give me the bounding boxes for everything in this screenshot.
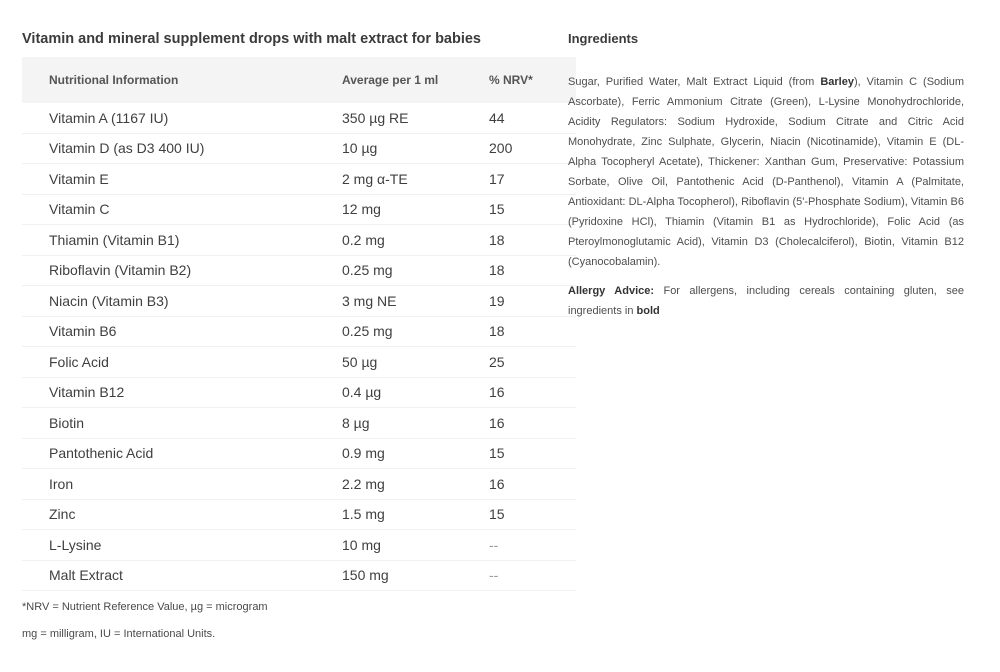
ingredients-section xyxy=(568,30,964,321)
nutrient-nrv: 16 xyxy=(489,377,576,408)
nutrient-name: Vitamin E xyxy=(22,164,342,195)
nutrient-nrv: 17 xyxy=(489,164,576,195)
table-row xyxy=(22,286,576,317)
allergy-text: For allergens, including cereals containing gluten, see ingredients in xyxy=(568,285,964,317)
nutrient-name: Vitamin B6 xyxy=(22,316,342,347)
nutrient-name: Vitamin B12 xyxy=(22,377,342,408)
nutrient-nrv: 19 xyxy=(489,286,576,317)
ingredients-text xyxy=(568,72,964,272)
nutrient-name: Thiamin (Vitamin B1) xyxy=(22,225,342,256)
nutrient-nrv: 200 xyxy=(489,133,576,164)
nutrient-name: Riboflavin (Vitamin B2) xyxy=(22,255,342,286)
table-row xyxy=(22,164,576,195)
header-nrv: % NRV* xyxy=(489,73,533,87)
table-row xyxy=(22,560,576,591)
table-row xyxy=(22,133,576,164)
allergy-label: Allergy Advice: xyxy=(568,285,655,297)
nutrient-name: Niacin (Vitamin B3) xyxy=(22,286,342,317)
nutrient-name: Zinc xyxy=(22,499,342,530)
nutrient-amount: 2 mg α-TE xyxy=(342,164,489,195)
nutrient-nrv: 15 xyxy=(489,499,576,530)
nutrition-table-body xyxy=(22,103,576,591)
nutrient-amount: 0.4 µg xyxy=(342,377,489,408)
table-header-row xyxy=(22,57,576,103)
nutrient-amount: 8 µg xyxy=(342,408,489,439)
nutrient-amount: 2.2 mg xyxy=(342,469,489,500)
nutrient-amount: 0.9 mg xyxy=(342,438,489,469)
allergy-advice xyxy=(568,281,964,321)
table-row xyxy=(22,225,576,256)
ingredients-title: Ingredients xyxy=(568,31,639,46)
table-row xyxy=(22,377,576,408)
table-row xyxy=(22,255,576,286)
nutrient-name: Folic Acid xyxy=(22,347,342,378)
nutrient-amount: 3 mg NE xyxy=(342,286,489,317)
nutrient-nrv: 16 xyxy=(489,469,576,500)
nutrient-nrv: -- xyxy=(489,530,576,561)
nutrient-amount: 12 mg xyxy=(342,194,489,225)
header-average-per-ml: Average per 1 ml xyxy=(342,73,439,87)
nutrient-nrv: 18 xyxy=(489,225,576,256)
nutrient-nrv: 18 xyxy=(489,255,576,286)
table-row xyxy=(22,530,576,561)
nutrient-nrv: 15 xyxy=(489,194,576,225)
ingredients-text-start: Sugar, Purified Water, Malt Extract Liquid (from xyxy=(568,76,821,88)
footnote-units: mg = milligram, IU = International Units. xyxy=(22,628,216,640)
nutrient-amount: 350 µg RE xyxy=(342,103,489,133)
table-row xyxy=(22,194,576,225)
nutrient-name: Vitamin D (as D3 400 IU) xyxy=(22,133,342,164)
nutrient-amount: 50 µg xyxy=(342,347,489,378)
nutrient-nrv: 18 xyxy=(489,316,576,347)
nutrient-nrv: 25 xyxy=(489,347,576,378)
header-nutritional-information: Nutritional Information xyxy=(49,73,179,87)
nutrient-name: Biotin xyxy=(22,408,342,439)
nutrient-name: L-Lysine xyxy=(22,530,342,561)
product-title: Vitamin and mineral supplement drops with malt extract for babies xyxy=(22,31,482,47)
nutrition-section xyxy=(22,30,576,591)
nutrient-nrv: 15 xyxy=(489,438,576,469)
nutrient-name: Vitamin C xyxy=(22,194,342,225)
nutrient-nrv: -- xyxy=(489,560,576,591)
table-row xyxy=(22,408,576,439)
nutrient-amount: 1.5 mg xyxy=(342,499,489,530)
nutrient-name: Iron xyxy=(22,469,342,500)
nutrient-name: Vitamin A (1167 IU) xyxy=(22,103,342,133)
nutrient-nrv: 44 xyxy=(489,103,576,133)
ingredients-text-end: ), Vitamin C (Sodium Ascorbate), Ferric Ammonium Citrate (Green), L-Lysine Monohydrochloride, Acidity Regulators: Sodium Hydroxide, Sodium Citrate and Citric Acid Monohydrate, Zinc Sulphate, Glycerin, Niacin (Nicotinamide), Vitamin E (DL-Alpha Tocopheryl Acetate), Thickener: Xanthan Gum, Preservative: Potassium Sorbate, Olive Oil, Pantothenic Acid (D-Panthenol), Vitamin A (Palmitate, Antioxidant: DL-Alpha Tocopherol), Riboflavin (5'-Phosphate Sodium), Vitamin B6 (Pyridoxine HCl), Thiamin (Vitamin B1 as Hydrochloride), Folic Acid (as Pteroylmonoglutamic Acid), Vitamin D3 (Cholecalciferol), Biotin, Vitamin B12 (Cyanocobalamin). xyxy=(568,76,964,268)
table-row xyxy=(22,316,576,347)
nutrient-nrv: 16 xyxy=(489,408,576,439)
table-row xyxy=(22,499,576,530)
table-row xyxy=(22,438,576,469)
nutrient-name: Pantothenic Acid xyxy=(22,438,342,469)
table-row xyxy=(22,469,576,500)
ingredients-bold-barley: Barley xyxy=(820,76,854,88)
table-row xyxy=(22,347,576,378)
table-row xyxy=(22,103,576,133)
nutrient-amount: 0.2 mg xyxy=(342,225,489,256)
footnote-nrv: *NRV = Nutrient Reference Value, µg = microgram xyxy=(22,601,268,613)
nutrient-name: Malt Extract xyxy=(22,560,342,591)
nutrient-amount: 10 µg xyxy=(342,133,489,164)
nutrient-amount: 150 mg xyxy=(342,560,489,591)
allergy-bold-word: bold xyxy=(636,305,660,317)
nutrition-table xyxy=(22,57,576,591)
nutrient-amount: 0.25 mg xyxy=(342,255,489,286)
nutrient-amount: 0.25 mg xyxy=(342,316,489,347)
nutrient-amount: 10 mg xyxy=(342,530,489,561)
